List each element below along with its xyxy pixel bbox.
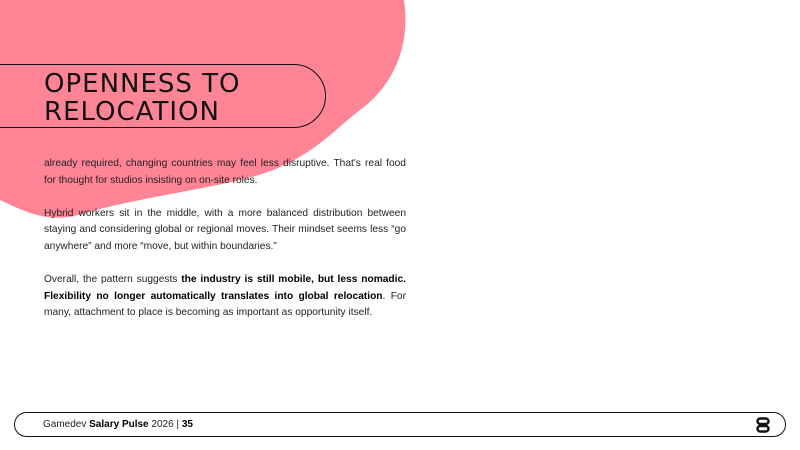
body-text — [44, 156, 406, 339]
bold-text: nomadic. Flexibility no longer automatically translates into global — [44, 274, 406, 302]
body-paragraph-3 — [44, 272, 406, 322]
text-run: real food for thought for studios insisting on on-site roles. — [44, 158, 406, 186]
bold-text: relocation — [333, 290, 383, 302]
text-run: between staying and considering global or regional moves. Their — [44, 207, 406, 236]
text-run: mindset seems less “go anywhere” and more “move, but within — [44, 224, 406, 252]
footer-text — [43, 419, 193, 431]
footer-year: 2026 | — [148, 419, 182, 430]
footer-brand: Salary Pulse — [89, 419, 149, 430]
text-run: Hybrid workers sit in the middle, with a more balanced distribution — [44, 207, 363, 219]
text-run: boundaries.” — [220, 240, 277, 252]
brand-logo-icon — [756, 417, 770, 433]
title-line-2: RELOCATION — [44, 97, 220, 127]
bold-text: the industry is still mobile, but less — [181, 274, 358, 286]
body-paragraph-1 — [44, 156, 406, 189]
footer-page-number: 35 — [181, 419, 193, 430]
text-run: Overall, the pattern suggests — [44, 274, 182, 286]
text-run: already required, changing countries may feel less disruptive. That's — [44, 158, 361, 169]
body-paragraph-2 — [44, 206, 406, 256]
text-run: . For many, attachment to place is becoming as important — [44, 290, 406, 319]
footer-prefix: Gamedev — [43, 419, 90, 430]
page-title — [44, 70, 241, 126]
text-run: as opportunity itself. — [281, 307, 373, 319]
title-line-1: OPENNESS TO — [44, 69, 241, 99]
